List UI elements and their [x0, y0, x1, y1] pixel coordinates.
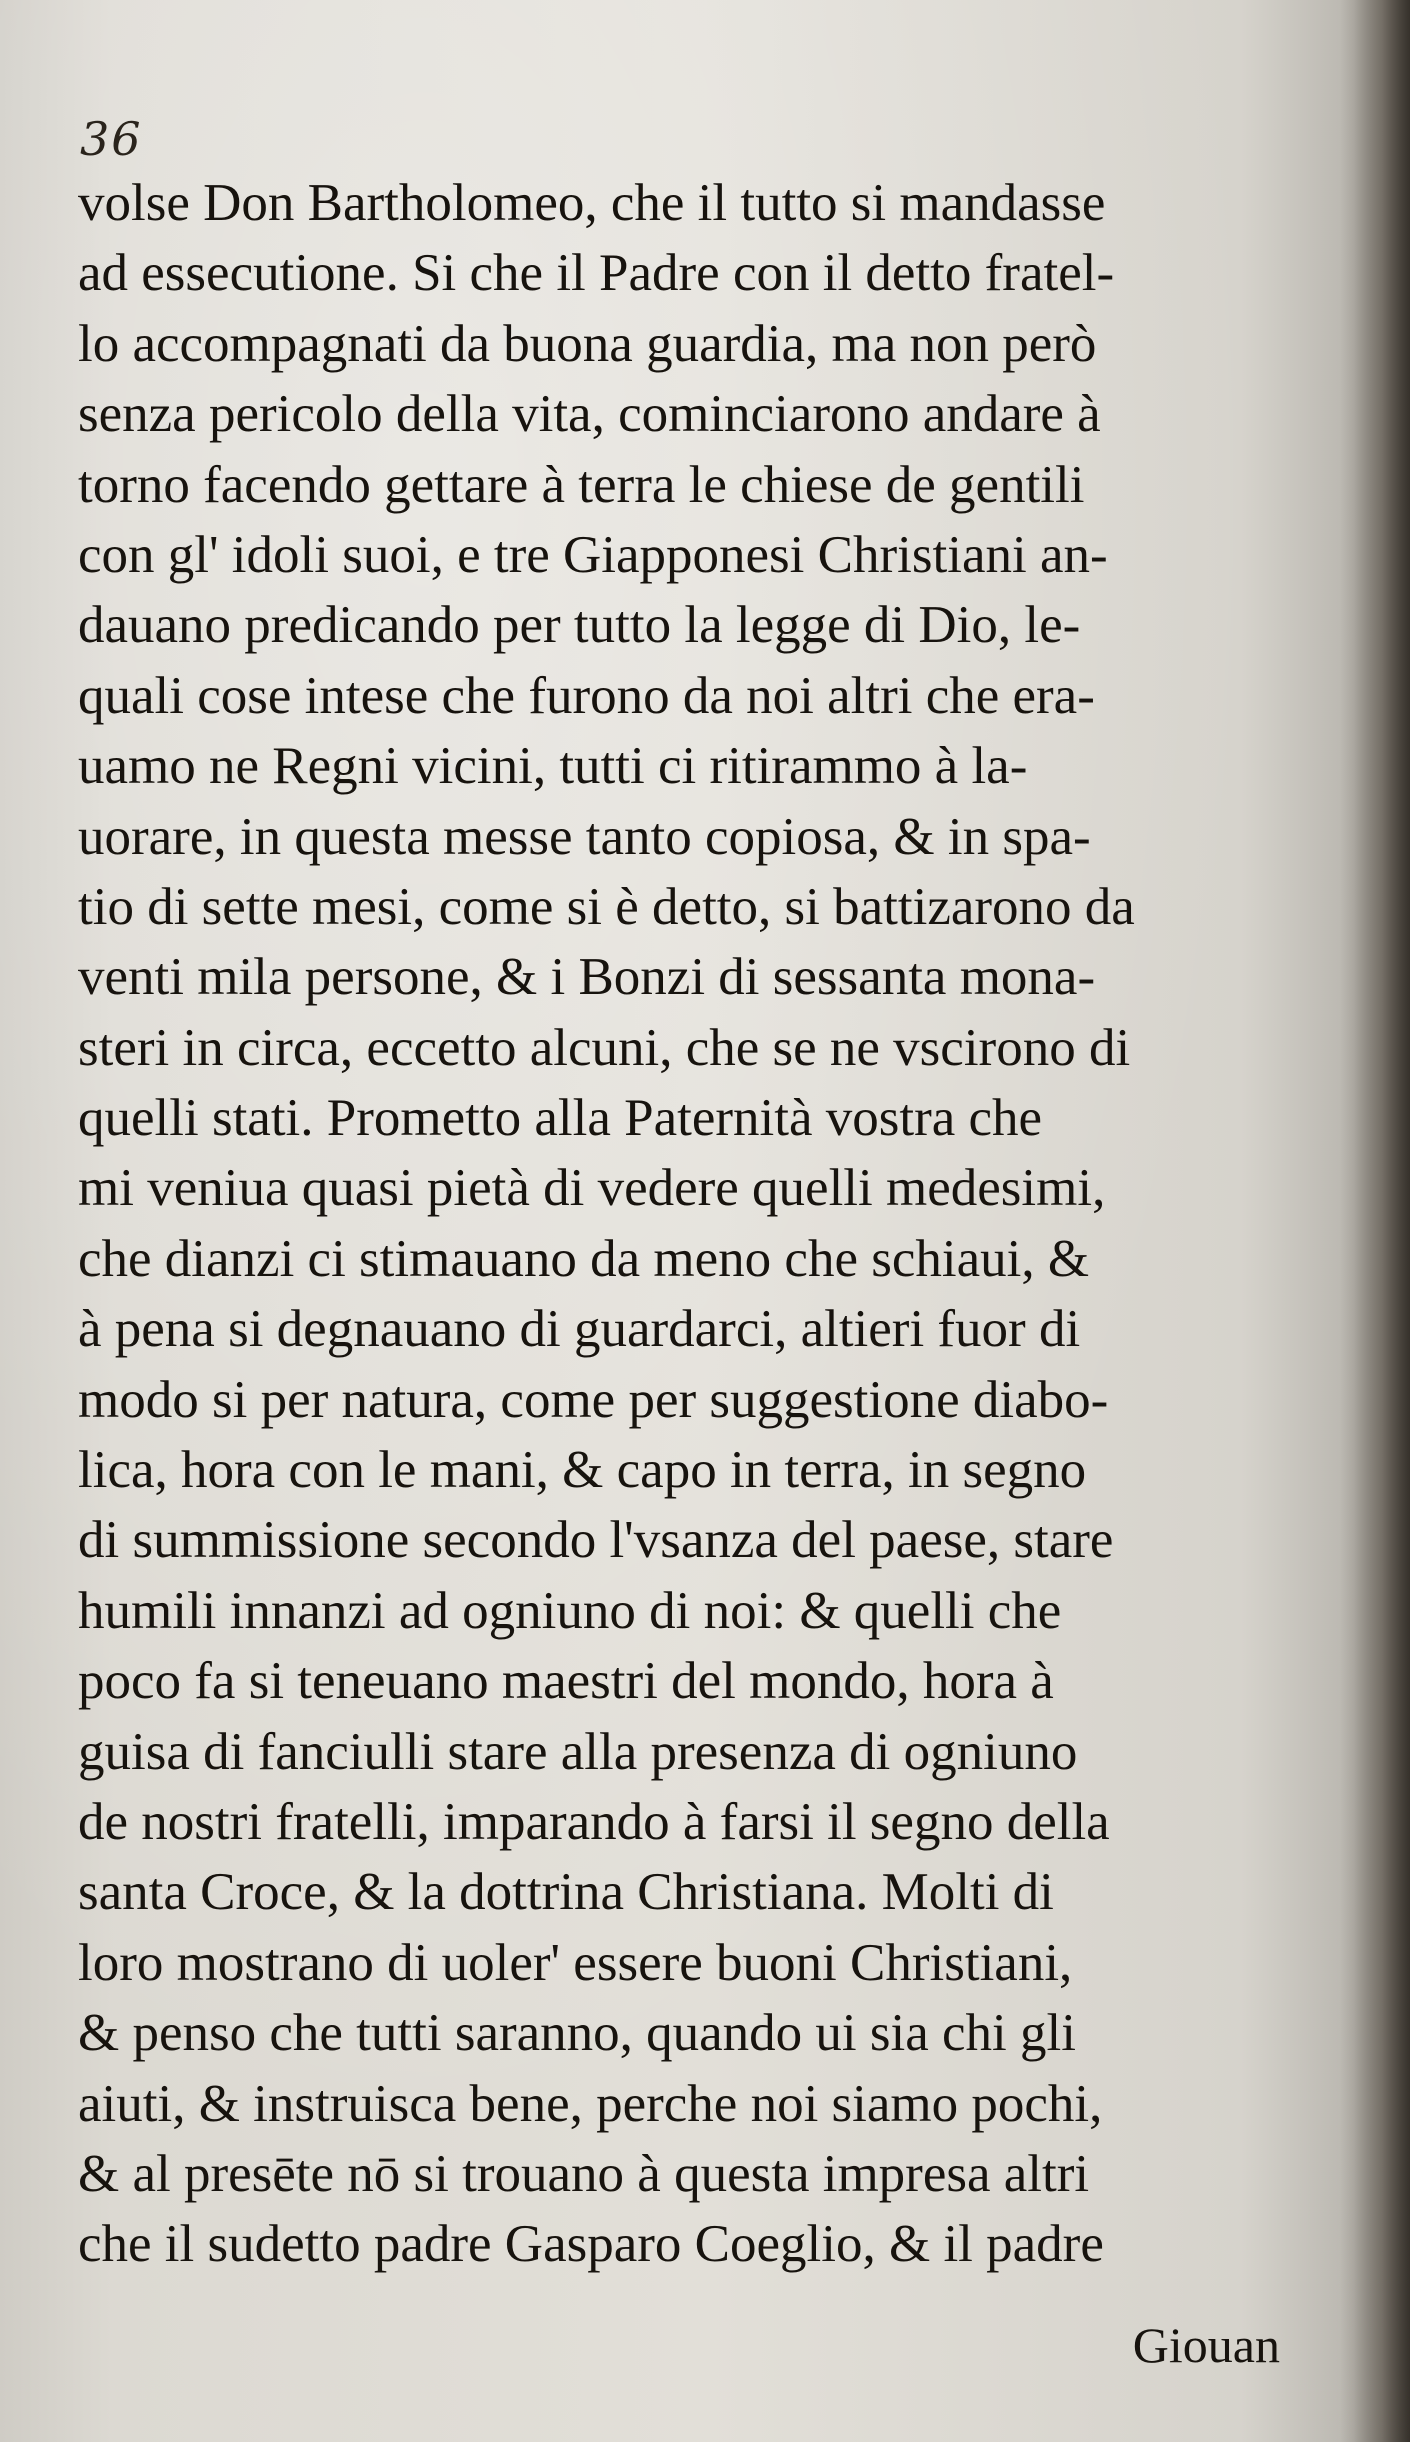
text-line: lica, hora con le mani, & capo in terra, in segno	[78, 1441, 1087, 1500]
page-number: 36	[80, 112, 143, 166]
text-line: che dianzi ci stimauano da meno che schiaui, &	[78, 1229, 1090, 1288]
text-line: & al presēte nō si trouano à questa impresa altri	[78, 2144, 1090, 2203]
text-line: humili innanzi ad ogniuno di noi: & quelli che	[78, 1581, 1062, 1640]
text-line: volse Don Bartholomeo, che il tutto si mandasse	[78, 174, 1106, 232]
text-line: che il sudetto padre Gasparo Coeglio, & il padre	[78, 2215, 1104, 2274]
text-line: uamo ne Regni vicini, tutti ci ritirammo à la-	[78, 737, 1028, 796]
text-line: modo si per natura, come per suggestione diabo-	[78, 1370, 1109, 1429]
text-line: tio di sette mesi, come si è detto, si battizarono da	[78, 877, 1135, 936]
text-line: con gl' idoli suoi, e tre Giapponesi Christiani an-	[78, 525, 1108, 584]
text-line: uorare, in questa messe tanto copiosa, & in spa-	[78, 807, 1091, 866]
text-line: santa Croce, & la dottrina Christiana. Molti di	[78, 1863, 1054, 1922]
text-line: venti mila persone, & i Bonzi di sessanta mona-	[78, 948, 1096, 1007]
text-line: quelli stati. Prometto alla Paternità vostra che	[78, 1089, 1043, 1148]
text-line: lo accompagnati da buona guardia, ma non però	[78, 314, 1097, 373]
text-line: senza pericolo della vita, cominciarono andare à	[78, 385, 1101, 444]
text-line: di summissione secondo l'vsanza del paese, stare	[78, 1511, 1114, 1570]
text-line: guisa di fanciulli stare alla presenza di ogniuno	[78, 1722, 1078, 1781]
page-gutter-shadow	[1340, 0, 1410, 2442]
text-line: steri in circa, eccetto alcuni, che se ne vscirono di	[78, 1018, 1131, 1077]
body-text	[78, 168, 1293, 2280]
text-line: ad essecutione. Si che il Padre con il detto fratel-	[78, 244, 1115, 303]
text-line: quali cose intese che furono da noi altri che era-	[78, 666, 1095, 725]
text-line: loro mostrano di uoler' essere buoni Christiani,	[78, 1933, 1073, 1992]
text-line: poco fa si teneuano maestri del mondo, hora à	[78, 1652, 1054, 1711]
text-line: dauano predicando per tutto la legge di Dio, le-	[78, 596, 1081, 655]
text-line: mi veniua quasi pietà di vedere quelli medesimi,	[78, 1159, 1106, 1218]
text-line: & penso che tutti saranno, quando ui sia chi gli	[78, 2004, 1076, 2063]
catchword: Giouan	[1132, 2317, 1280, 2373]
text-line: à pena si degnauano di guardarci, altieri fuor di	[78, 1300, 1081, 1359]
text-line: de nostri fratelli, imparando à farsi il segno della	[78, 1792, 1110, 1851]
text-line: aiuti, & instruisca bene, perche noi siamo pochi,	[78, 2074, 1103, 2133]
text-line: torno facendo gettare à terra le chiese de gentili	[78, 455, 1085, 514]
